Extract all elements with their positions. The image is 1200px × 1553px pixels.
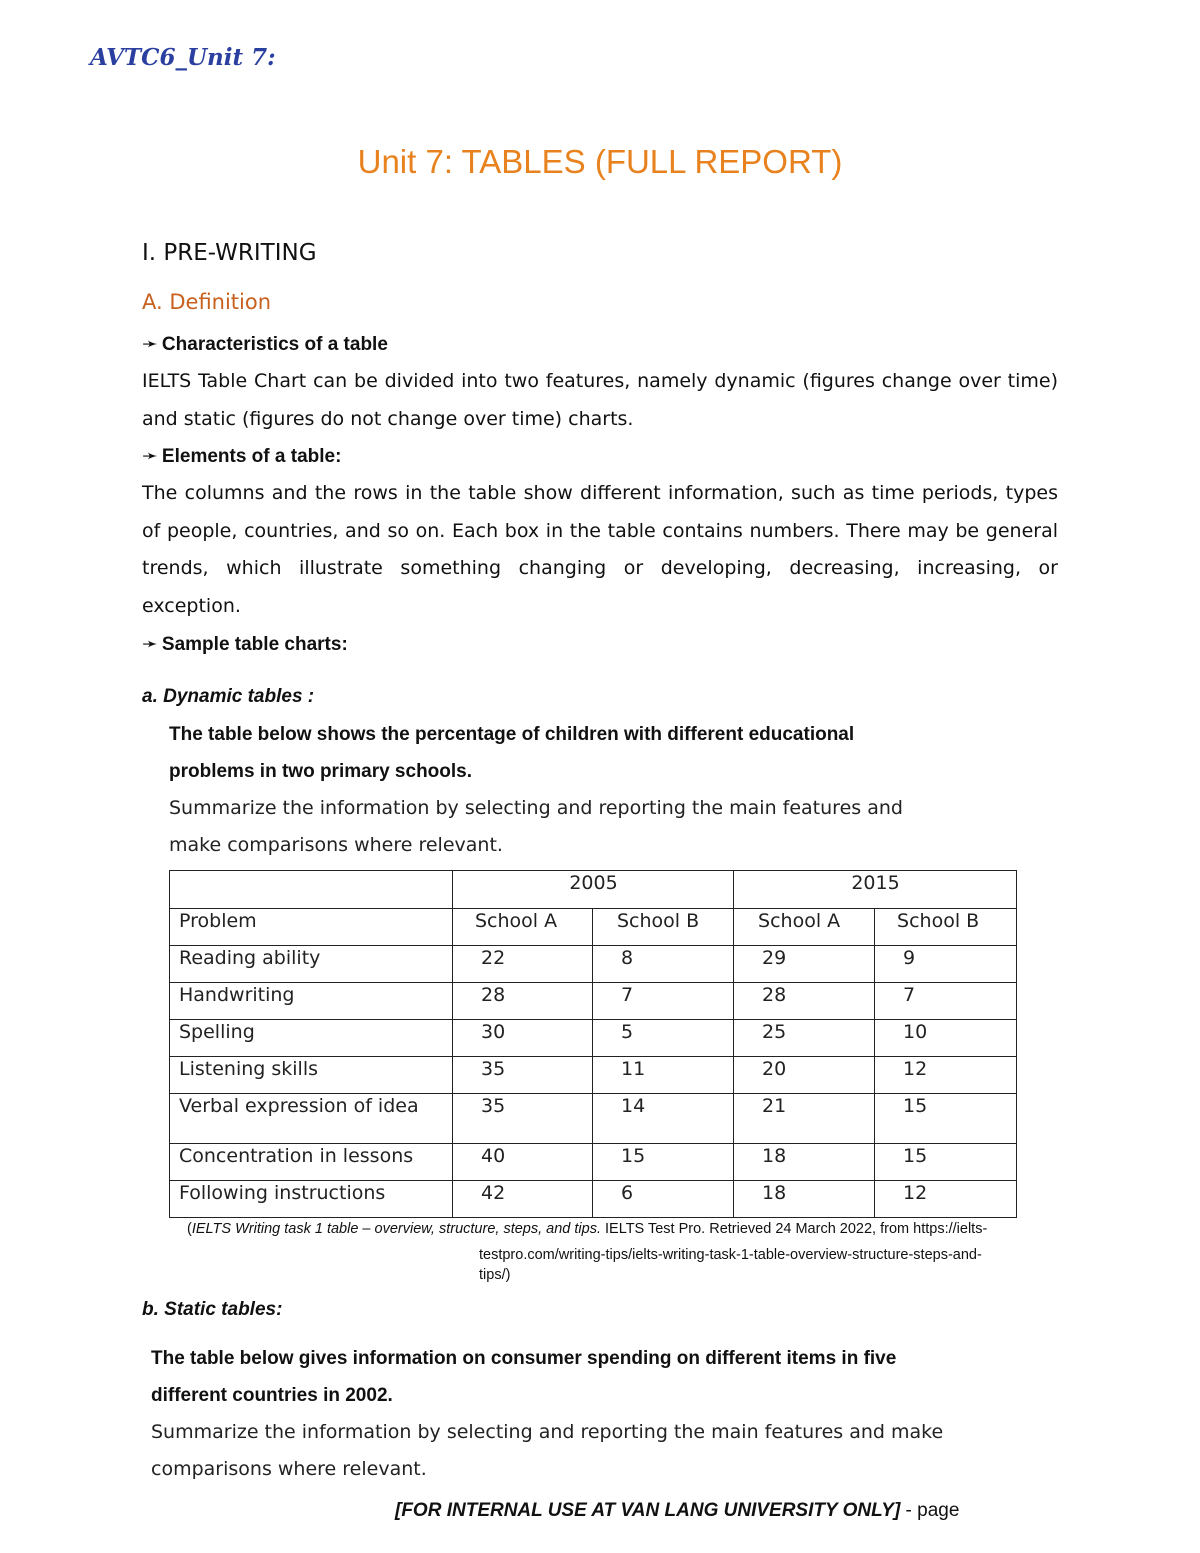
value-cell: 29 <box>734 946 875 983</box>
value-cell: 18 <box>734 1181 875 1218</box>
value-cell: 28 <box>734 983 875 1020</box>
value-cell: 15 <box>593 1144 734 1181</box>
school-header: School A <box>453 909 593 946</box>
static-task-line: The table below gives information on consumer spending on different items in five <box>151 1348 897 1369</box>
value-cell: 7 <box>593 983 734 1020</box>
year-header: 2005 <box>453 871 734 909</box>
value-cell: 11 <box>593 1057 734 1094</box>
arrow-icon: ➛ <box>142 634 158 655</box>
elements-heading-text: Elements of a table: <box>161 446 342 467</box>
static-task-line: different countries in 2002. <box>151 1385 393 1406</box>
value-cell: 12 <box>875 1181 1017 1218</box>
citation-open: ( <box>187 1221 192 1237</box>
samples-heading <box>142 633 348 656</box>
citation-source: IELTS Test Pro. Retrieved 24 March 2022, from https://ielts- <box>600 1221 988 1237</box>
table-row <box>170 1094 1017 1144</box>
value-cell: 7 <box>875 983 1017 1020</box>
static-tables-heading: b. Static tables: <box>142 1299 283 1320</box>
section-heading: I. PRE-WRITING <box>142 240 317 266</box>
school-header: School B <box>875 909 1017 946</box>
table-row <box>170 909 1017 946</box>
value-cell: 12 <box>875 1057 1017 1094</box>
year-header: 2015 <box>734 871 1017 909</box>
value-cell: 35 <box>453 1057 593 1094</box>
school-header: School B <box>593 909 734 946</box>
dynamic-task <box>169 716 1049 864</box>
arrow-icon: ➛ <box>142 334 158 355</box>
problem-cell: Listening skills <box>170 1057 453 1094</box>
page-title: Unit 7: TABLES (FULL REPORT) <box>357 143 843 180</box>
subsection-heading: A. Definition <box>142 290 272 314</box>
value-cell: 30 <box>453 1020 593 1057</box>
arrow-icon: ➛ <box>142 446 158 467</box>
value-cell: 40 <box>453 1144 593 1181</box>
table-row <box>170 983 1017 1020</box>
value-cell: 9 <box>875 946 1017 983</box>
static-instruction-line: Summarize the information by selecting and reporting the main features and make <box>151 1421 944 1443</box>
value-cell: 8 <box>593 946 734 983</box>
dynamic-task-line: The table below shows the percentage of children with different educational <box>169 724 855 745</box>
dynamic-tables-heading: a. Dynamic tables : <box>142 686 315 707</box>
footer-notice: [FOR INTERNAL USE AT VAN LANG UNIVERSITY ONLY] <box>395 1500 901 1521</box>
value-cell: 20 <box>734 1057 875 1094</box>
table-row <box>170 1144 1017 1181</box>
value-cell: 15 <box>875 1094 1017 1144</box>
dynamic-task-line: problems in two primary schools. <box>169 761 473 782</box>
footer-page: - page <box>900 1500 960 1521</box>
elements-paragraph: The columns and the rows in the table show different information, such as time periods, types of people, countries, and so on. Each box in the table contains numbers. There may be general trends, which illustrate something changing or developing, decreasing, increasing, or exception. <box>142 482 1058 617</box>
problem-cell: Handwriting <box>170 983 453 1020</box>
problem-cell: Spelling <box>170 1020 453 1057</box>
dynamic-instruction-line: Summarize the information by selecting and reporting the main features and <box>169 797 903 819</box>
problem-cell: Reading ability <box>170 946 453 983</box>
problem-cell: Following instructions <box>170 1181 453 1218</box>
characteristics-paragraph: IELTS Table Chart can be divided into two features, namely dynamic (figures change over time) and static (figures do not change over time) charts. <box>142 370 1058 430</box>
samples-heading-text: Sample table charts: <box>161 634 348 655</box>
problem-header: Problem <box>170 909 453 946</box>
table-cell <box>170 871 453 909</box>
citation-url-line: testpro.com/writing-tips/ielts-writing-task-1-table-overview-structure-steps-and- <box>479 1247 982 1263</box>
citation-url-line: tips/) <box>479 1267 511 1283</box>
document-header: AVTC6_Unit 7: <box>90 44 276 71</box>
value-cell: 15 <box>875 1144 1017 1181</box>
value-cell: 42 <box>453 1181 593 1218</box>
value-cell: 22 <box>453 946 593 983</box>
elements-heading <box>142 445 341 468</box>
value-cell: 10 <box>875 1020 1017 1057</box>
dynamic-instruction-line: make comparisons where relevant. <box>169 834 503 856</box>
table-row <box>170 871 1017 909</box>
table-row <box>170 1181 1017 1218</box>
characteristics-heading <box>142 333 388 356</box>
value-cell: 28 <box>453 983 593 1020</box>
value-cell: 35 <box>453 1094 593 1144</box>
problem-cell: Concentration in lessons <box>170 1144 453 1181</box>
value-cell: 5 <box>593 1020 734 1057</box>
table-row <box>170 1057 1017 1094</box>
static-task <box>151 1340 1071 1488</box>
table-row <box>170 1020 1017 1057</box>
value-cell: 18 <box>734 1144 875 1181</box>
citation-title: IELTS Writing task 1 table – overview, structure, steps, and tips. <box>191 1221 601 1237</box>
value-cell: 21 <box>734 1094 875 1144</box>
static-instruction-line: comparisons where relevant. <box>151 1458 427 1480</box>
table-row <box>170 946 1017 983</box>
value-cell: 14 <box>593 1094 734 1144</box>
school-header: School A <box>734 909 875 946</box>
characteristics-heading-text: Characteristics of a table <box>161 334 388 355</box>
problem-cell: Verbal expression of idea <box>170 1094 453 1144</box>
problems-table <box>169 870 1017 1218</box>
table-citation <box>187 1217 1112 1285</box>
value-cell: 6 <box>593 1181 734 1218</box>
value-cell: 25 <box>734 1020 875 1057</box>
page-footer <box>395 1500 959 1522</box>
